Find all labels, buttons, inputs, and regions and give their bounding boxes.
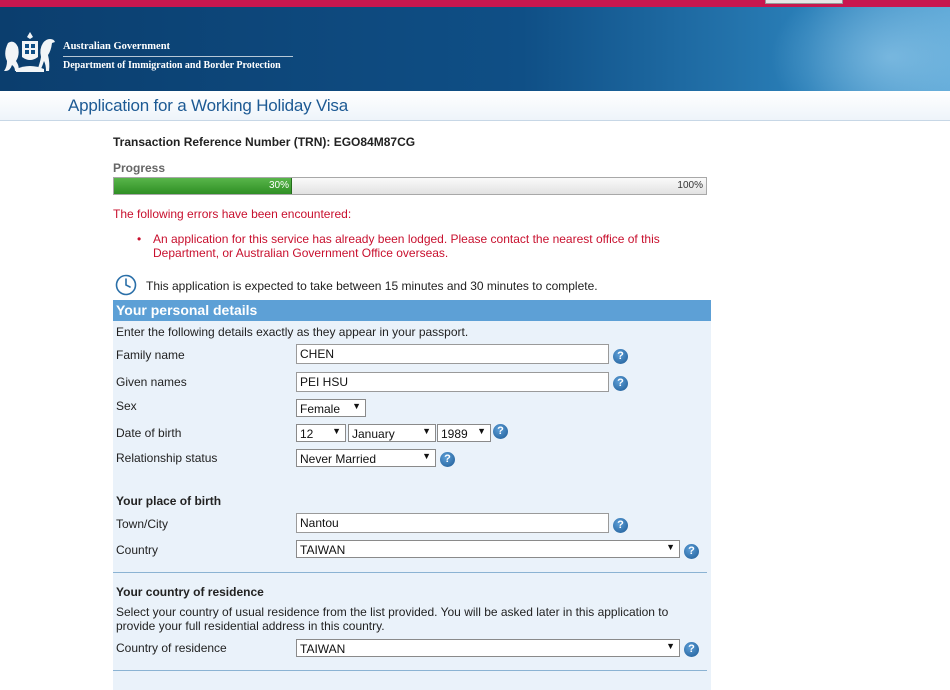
completion-time-note: This application is expected to take between 15 minutes and 30 minutes to complete. bbox=[146, 279, 598, 293]
chevron-down-icon: ▼ bbox=[477, 426, 486, 436]
progress-max-label: 100% bbox=[677, 180, 703, 191]
browser-top-strip bbox=[0, 0, 950, 7]
dob-year-value: 1989 bbox=[441, 427, 468, 441]
birth-country-value: TAIWAN bbox=[300, 543, 346, 557]
page-title: Application for a Working Holiday Visa bbox=[68, 96, 348, 115]
residence-country-value: TAIWAN bbox=[300, 642, 346, 656]
dob-month-value: January bbox=[352, 427, 395, 441]
progress-label: Progress bbox=[113, 161, 166, 175]
passport-instruction: Enter the following details exactly as they appear in your passport. bbox=[116, 325, 469, 339]
dob-label: Date of birth bbox=[116, 426, 182, 440]
section-divider bbox=[113, 572, 707, 573]
town-help-icon[interactable]: ? bbox=[613, 518, 628, 533]
government-banner bbox=[0, 7, 950, 91]
dob-month-select[interactable] bbox=[348, 424, 436, 442]
chevron-down-icon: ▼ bbox=[332, 426, 341, 436]
birth-country-label: Country bbox=[116, 543, 159, 557]
birth-country-help-icon[interactable]: ? bbox=[684, 544, 699, 559]
residence-country-label: Country of residence bbox=[116, 641, 227, 655]
clock-icon bbox=[115, 274, 137, 296]
dob-day-select[interactable] bbox=[296, 424, 346, 442]
sex-select[interactable] bbox=[296, 399, 366, 417]
progress-current-label: 30% bbox=[269, 180, 290, 191]
trn-label: Transaction Reference Number (TRN): EGO84M87CG bbox=[113, 135, 416, 149]
dob-year-select[interactable] bbox=[437, 424, 491, 442]
family-name-label: Family name bbox=[116, 348, 185, 362]
place-of-birth-heading: Your place of birth bbox=[116, 494, 222, 508]
personal-details-heading: Your personal details bbox=[113, 300, 711, 321]
town-label: Town/City bbox=[116, 517, 169, 531]
given-names-input[interactable]: PEI HSU bbox=[296, 372, 609, 392]
error-heading: The following errors have been encountered: bbox=[113, 207, 352, 221]
coat-of-arms-icon bbox=[2, 29, 58, 75]
sex-value: Female bbox=[300, 402, 341, 416]
relationship-value: Never Married bbox=[300, 452, 377, 466]
residence-heading: Your country of residence bbox=[116, 585, 264, 599]
chevron-down-icon: ▼ bbox=[422, 451, 431, 461]
page-title-bar bbox=[0, 91, 950, 121]
relationship-help-icon[interactable]: ? bbox=[440, 452, 455, 467]
error-message: An application for this service has already been lodged. Please contact the nearest office of this Department, or Australian Government Office overseas. bbox=[153, 232, 660, 260]
residence-country-help-icon[interactable]: ? bbox=[684, 642, 699, 657]
residence-instruction: Select your country of usual residence from the list provided. You will be asked later in this application to provide your full residential address in this country. bbox=[116, 605, 669, 633]
chevron-down-icon: ▼ bbox=[666, 641, 675, 651]
section-divider bbox=[113, 670, 707, 671]
sex-label: Sex bbox=[116, 399, 137, 413]
progress-fill bbox=[114, 178, 292, 194]
chevron-down-icon: ▼ bbox=[666, 542, 675, 552]
error-bullet: • bbox=[137, 232, 142, 246]
given-names-label: Given names bbox=[116, 375, 187, 389]
chevron-down-icon: ▼ bbox=[352, 401, 361, 411]
relationship-label: Relationship status bbox=[116, 451, 218, 465]
banner-divider bbox=[63, 56, 293, 57]
dob-day-value: 12 bbox=[300, 427, 314, 441]
dob-help-icon[interactable]: ? bbox=[493, 424, 508, 439]
government-name: Australian Government bbox=[63, 41, 171, 52]
banner-glow bbox=[770, 7, 950, 91]
family-name-help-icon[interactable]: ? bbox=[613, 349, 628, 364]
department-name: Department of Immigration and Border Protection bbox=[63, 60, 281, 71]
given-names-help-icon[interactable]: ? bbox=[613, 376, 628, 391]
birth-country-select[interactable] bbox=[296, 540, 680, 558]
town-input[interactable]: Nantou bbox=[296, 513, 609, 533]
browser-tab-edge bbox=[765, 0, 843, 4]
progress-bar bbox=[113, 177, 707, 195]
residence-country-select[interactable] bbox=[296, 639, 680, 657]
relationship-select[interactable] bbox=[296, 449, 436, 467]
chevron-down-icon: ▼ bbox=[422, 426, 431, 436]
personal-details-section bbox=[113, 300, 711, 690]
family-name-input[interactable]: CHEN bbox=[296, 344, 609, 364]
